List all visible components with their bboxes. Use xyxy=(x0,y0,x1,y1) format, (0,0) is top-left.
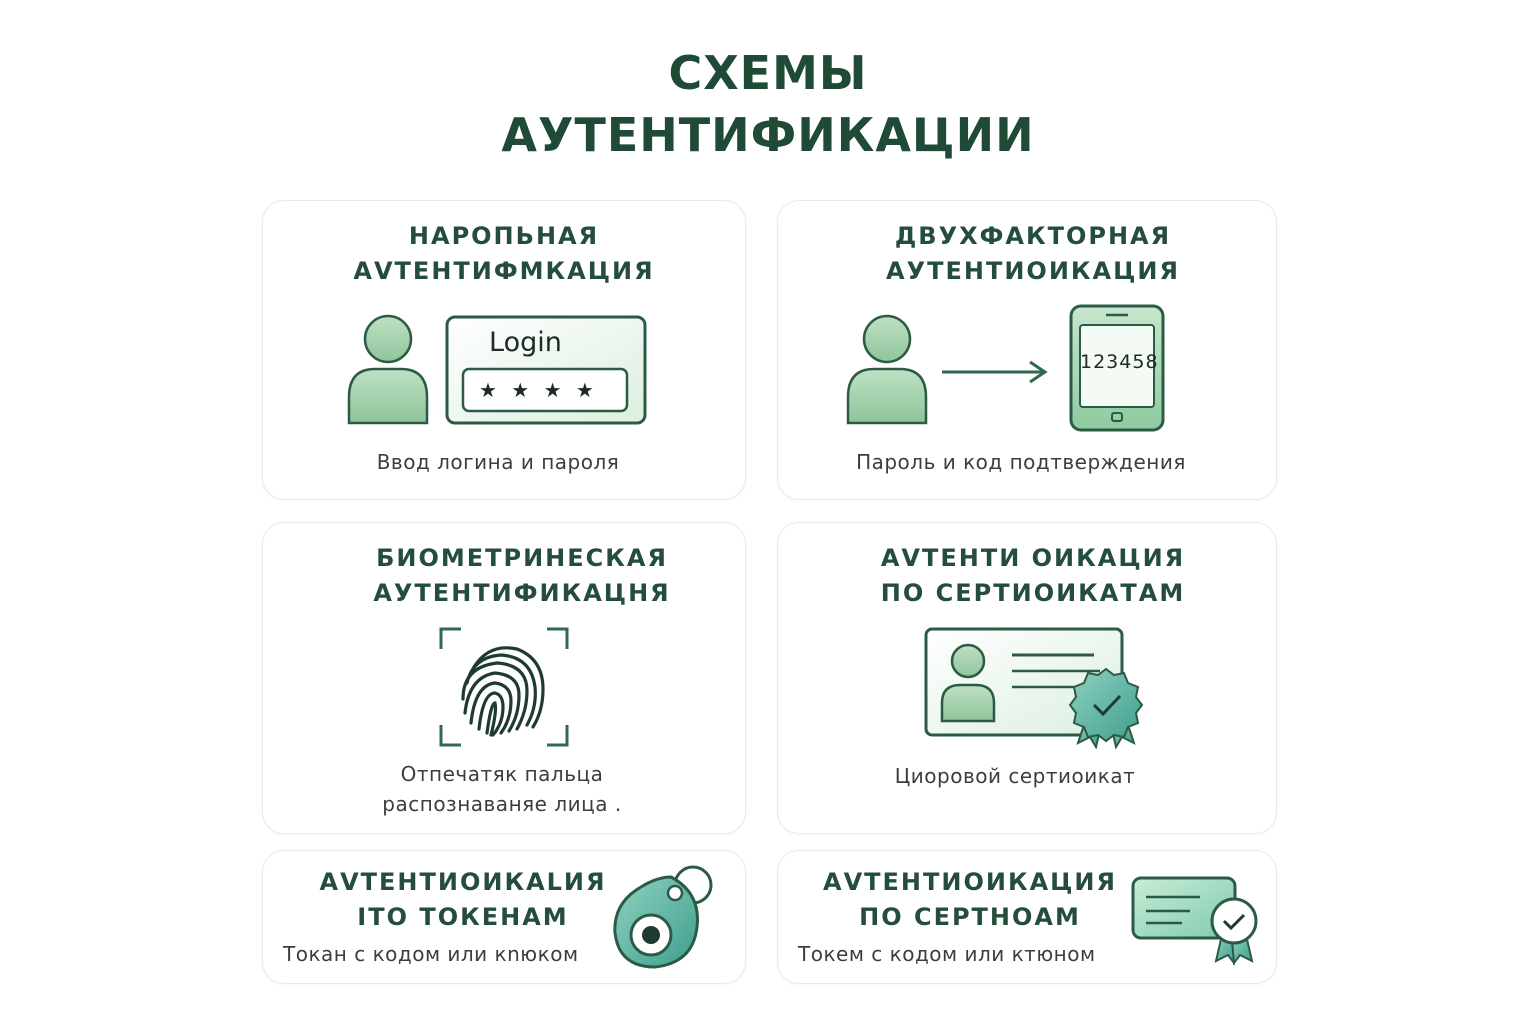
card-biometric-auth[interactable] xyxy=(262,522,746,834)
card-caption xyxy=(766,761,1264,791)
card-title xyxy=(263,219,745,289)
card-password-auth[interactable] xyxy=(262,200,746,500)
password-mask: ★ ★ ★ ★ xyxy=(479,378,598,402)
verification-code: 123458 xyxy=(1080,351,1159,373)
card-two-factor-auth[interactable] xyxy=(777,200,1277,500)
card-caption-line-1: Пароль и код подтверждения xyxy=(856,450,1186,474)
card-title-line-1: НАРОПЬНАЯ xyxy=(408,222,600,250)
login-label: Login xyxy=(489,327,562,358)
card-title xyxy=(778,865,1162,935)
user-icon xyxy=(844,313,930,427)
card-caption xyxy=(261,759,743,819)
page-title xyxy=(0,42,1536,166)
card-caption-line-2: распознаваняе лица . xyxy=(382,792,622,816)
card-caption xyxy=(798,939,1158,969)
card-title-line-1: ДВУХФАКТОРНАЯ xyxy=(894,222,1172,250)
seal-badge-icon xyxy=(1068,665,1144,749)
token-keyfob-icon xyxy=(611,863,717,975)
page-title-line-2: АУТЕНТИФИКАЦИИ xyxy=(501,108,1035,162)
card-title-line-2: АVТЕНТИФМКАЦИЯ xyxy=(353,257,655,285)
card-title xyxy=(281,541,763,611)
card-title-line-1: АVТЕНТИОИКАЦИЯ xyxy=(823,868,1117,896)
card-title-line-1: АVТЕНТИОИКАLИЯ xyxy=(319,868,607,896)
card-certificate-auth[interactable] xyxy=(777,522,1277,834)
card-title xyxy=(263,865,663,935)
card-title-line-1: АVТЕНТИ ОИКАЦИЯ xyxy=(880,544,1186,572)
page-title-line-1: СХЕМЫ xyxy=(668,46,868,100)
card-title-line-1: БИОМЕТРИНЕСКАЯ xyxy=(376,544,668,572)
card-title xyxy=(784,219,1282,289)
card-title-line-2: АУТЕНТИОИКАЦИЯ xyxy=(886,257,1180,285)
card-caption-line-1: Токем с кодом или ктюном xyxy=(798,942,1096,966)
card-title-line-2: IТО ТОКЕНАМ xyxy=(357,903,569,931)
certificate-badge-icon xyxy=(1130,875,1262,965)
user-icon xyxy=(345,313,431,427)
card-caption-line-1: Циоровой сертиоикат xyxy=(894,764,1136,788)
card-title xyxy=(784,541,1282,611)
card-caption-line-1: Токан с кодом или кnюком xyxy=(283,942,579,966)
arrow-right-icon xyxy=(940,359,1050,385)
card-caption-line-1: Отпечатяк пальца xyxy=(400,762,604,786)
card-title-line-2: АУТЕНТИФИКАЦНЯ xyxy=(373,579,671,607)
card-cert-token-auth[interactable] xyxy=(777,850,1277,984)
card-token-auth[interactable] xyxy=(262,850,746,984)
card-title-line-2: ПО СЕРТИОИКАТАМ xyxy=(880,579,1186,607)
card-title-line-2: ПО СЕРТНОАМ xyxy=(859,903,1081,931)
card-caption xyxy=(257,447,739,477)
card-caption xyxy=(283,939,643,969)
fingerprint-icon xyxy=(439,627,569,747)
card-caption-line-1: Ввод логина и пароля xyxy=(376,450,620,474)
card-caption xyxy=(772,447,1270,477)
